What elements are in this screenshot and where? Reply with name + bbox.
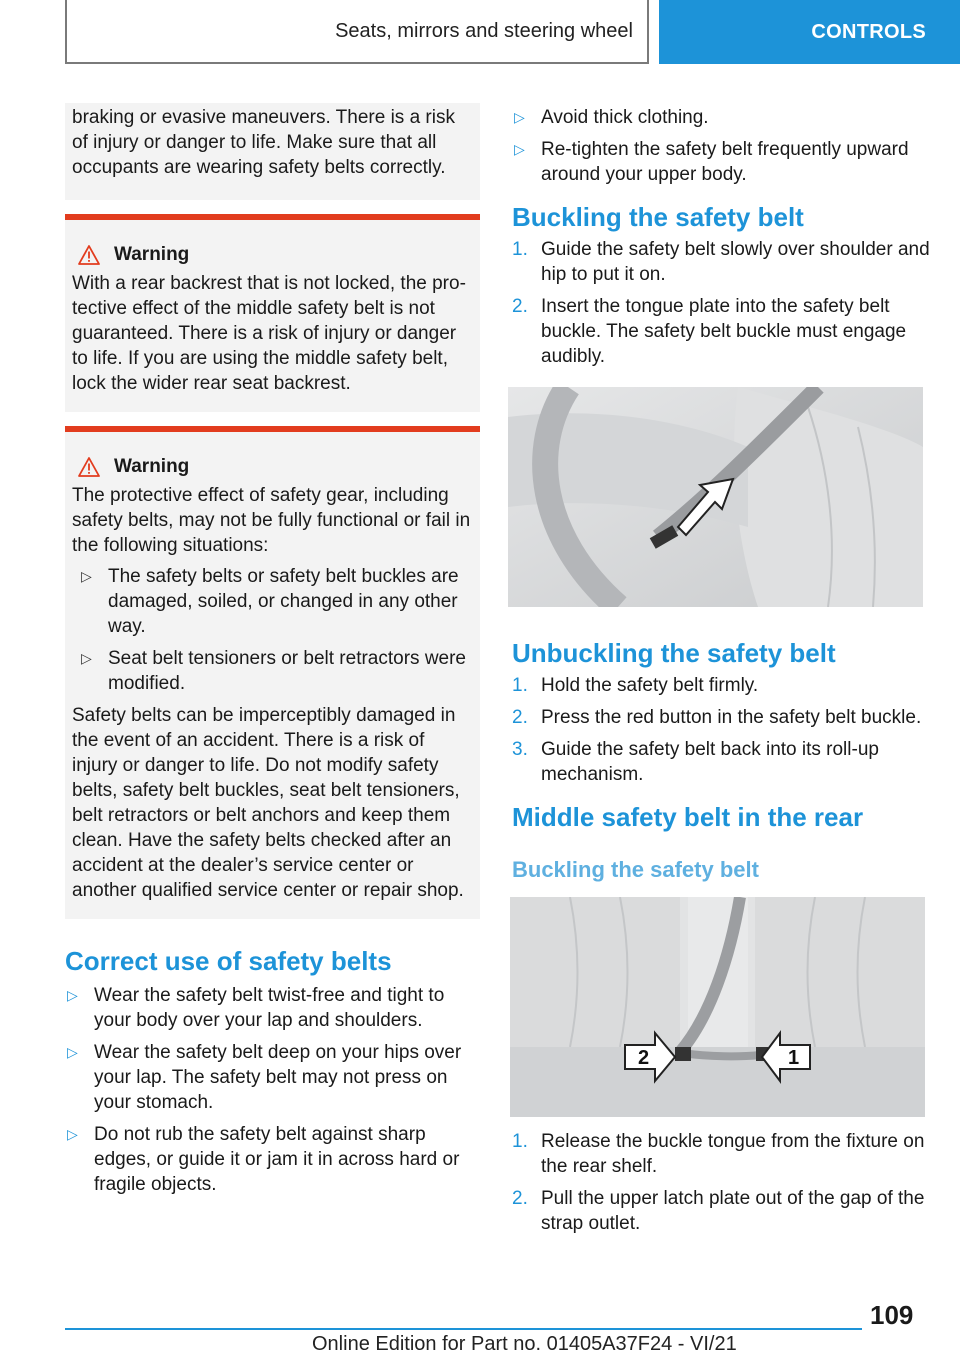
section-heading: Buckling the safety belt	[512, 202, 804, 232]
front-seat-buckle-illustration	[508, 387, 923, 607]
continued-list	[512, 105, 932, 187]
section-title: Seats, mirrors and steering wheel	[335, 19, 633, 42]
warning-title: Warning	[72, 242, 473, 267]
list-item: ▷ Do not rub the safety belt against sharp edges, or guide it or jam it in across hard or fragile objects.	[67, 1124, 460, 1195]
list-item: ▷ The safety belts or safety belt buckles are damaged, soiled, or changed in any other way.	[81, 566, 459, 637]
correct-use-list	[65, 983, 480, 1197]
warning-text: With a rear backrest that is not locked, the protective effect of the middle safety belt is not guaranteed. There is a risk of injury or danger to life. If you are using the middle safety belt, lock the wider rear seat backrest.	[72, 273, 466, 394]
list-item: ▷ Wear the safety belt twist-free and tight to your body over your lap and shoulders.	[67, 985, 445, 1031]
bullet-triangle-icon: ▷	[514, 141, 525, 157]
warning-triangle-icon	[78, 457, 100, 477]
bullet-triangle-icon: ▷	[81, 568, 92, 584]
warning-title: Warning	[72, 454, 473, 479]
list-item: 1. Hold the safety belt firmly.	[512, 675, 759, 696]
middle-belt-steps	[512, 1129, 932, 1236]
list-item: 2. Insert the tongue plate into the safety belt buckle. The safety belt buckle must engage audibly.	[512, 296, 907, 367]
subsection-heading: Buckling the safety belt	[512, 857, 759, 882]
footer-divider	[65, 1328, 862, 1330]
header-chapter-tab[interactable]	[659, 0, 960, 64]
bullet-triangle-icon: ▷	[67, 987, 78, 1003]
rear-middle-belt-illustration	[510, 897, 925, 1117]
list-item: ▷ Wear the safety belt deep on your hips over your lap. The safety belt may not press on your stomach.	[67, 1042, 462, 1113]
list-item: 2. Press the red button in the safety belt buckle.	[512, 707, 922, 728]
intro-note-text: braking or evasive maneuvers. There is a risk of injury or danger to life. Make sure that all occupants are wearing safety belts correctly.	[72, 107, 455, 178]
section-heading: Correct use of safety belts	[65, 946, 392, 976]
bullet-triangle-icon: ▷	[67, 1126, 78, 1142]
list-item: 2. Pull the upper latch plate out of the gap of the strap outlet.	[512, 1188, 925, 1234]
unbuckling-steps	[512, 673, 932, 787]
page-number: 109	[870, 1300, 914, 1330]
buckling-steps	[512, 237, 932, 369]
list-item: 1. Guide the safety belt slowly over shoulder and hip to put it on.	[512, 239, 930, 285]
section-heading: Unbuckling the safety belt	[512, 638, 836, 668]
warning-text: The protective effect of safety gear, including safety belts, may not be fully functional or fail in the following situations:	[72, 485, 471, 556]
list-item: ▷ Seat belt tensioners or belt retractors were modified.	[81, 648, 467, 694]
rear-belt-photo	[510, 897, 925, 1117]
warning-box-safety-gear	[65, 426, 480, 919]
callout-1: 1	[788, 1047, 800, 1069]
header-section-title	[65, 0, 649, 64]
bullet-triangle-icon: ▷	[67, 1044, 78, 1060]
list-item: ▷ Re-tighten the safety belt frequently upward around your upper body.	[514, 139, 909, 185]
bullet-triangle-icon: ▷	[514, 109, 525, 125]
bullet-triangle-icon: ▷	[81, 650, 92, 666]
right-column	[512, 103, 932, 1243]
intro-note-box	[65, 103, 480, 200]
buckle-photo	[508, 387, 923, 607]
list-item: 3. Guide the safety belt back into its roll-up mechanism.	[512, 739, 879, 785]
warning-list	[79, 564, 473, 696]
section-heading: Middle safety belt in the rear	[512, 802, 864, 832]
warning-text-2: Safety belts can be imperceptibly damaged in the event of an accident. There is a risk of injury or danger to life. Do not modify safety belts, safety belt buckles, seat belt tensioners, belt retractors or belt anchors and keep them clean. Have the safety belts checked after an accident at the dealer’s service center or another qualified service center or repair shop.	[72, 705, 464, 901]
warning-triangle-icon	[78, 245, 100, 265]
correct-use-section	[65, 945, 480, 1197]
list-item: 1. Release the buckle tongue from the fixture on the rear shelf.	[512, 1131, 925, 1177]
list-item: ▷ Avoid thick clothing.	[514, 107, 709, 128]
footer-edition: Online Edition for Part no. 01405A37F24 - VI/21	[312, 1333, 737, 1355]
chapter-title: CONTROLS	[811, 20, 926, 43]
left-column	[65, 103, 480, 1204]
warning-box-backrest	[65, 214, 480, 412]
callout-2: 2	[638, 1047, 650, 1069]
